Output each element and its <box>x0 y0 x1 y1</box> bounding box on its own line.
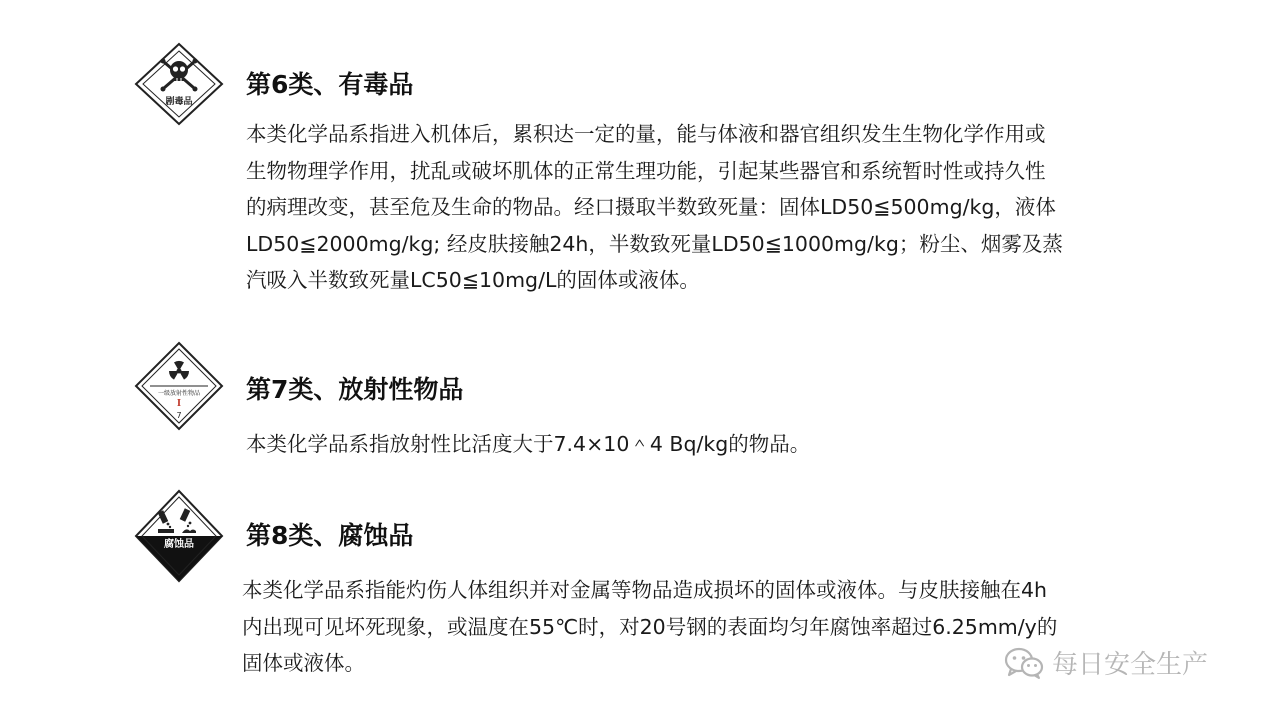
section-heading: 第7类、放射性物品 <box>246 375 464 404</box>
radioactive-hazard-sign <box>134 341 224 431</box>
sign-label: 腐蚀品 <box>164 539 194 550</box>
section-description <box>246 116 1063 299</box>
sign-roman-numeral: I <box>176 399 182 409</box>
description-line: 本类化学品系指进入机体后，累积达一定的量，能与体液和器官组织发生生物化学作用或 <box>246 122 1046 146</box>
section-description <box>246 426 810 463</box>
section-description <box>242 572 1057 682</box>
toxic-hazard-sign <box>134 42 224 126</box>
section-heading: 第8类、腐蚀品 <box>246 521 414 550</box>
description-line: 生物物理学作用，扰乱或破坏肌体的正常生理功能，引起某些器官和系统暂时性或持久性 <box>246 158 1046 183</box>
wechat-icon <box>1004 646 1044 680</box>
sign-label: 剧毒品 <box>165 97 193 107</box>
description-line: 汽吸入半数致死量LC50≦10mg/L的固体或液体。 <box>246 268 700 292</box>
description-line: 内出现可见坏死现象，或温度在55℃时，对20号钢的表面均匀年腐蚀率超过6.25mm/y的 <box>242 614 1058 639</box>
section-heading: 第6类、有毒品 <box>246 70 414 99</box>
sign-label: 一级放射性物品 <box>157 390 201 397</box>
watermark <box>1004 644 1208 681</box>
watermark-text: 每日安全生产 <box>1052 650 1209 680</box>
description-line: 本类化学品系指放射性比活度大于7.4×10＾4 Bq/kg的物品。 <box>246 432 811 456</box>
sign-class-number: 7 <box>176 411 182 420</box>
description-line: 的病理改变，甚至危及生命的物品。经口摄取半数致死量：固体LD50≦500mg/kg，液体 <box>246 195 1056 219</box>
corrosive-hazard-sign <box>134 489 224 583</box>
description-line: LD50≦2000mg/kg; 经皮肤接触24h，半数致死量LD50≦1000mg/kg；粉尘、烟雾及蒸 <box>246 231 1063 256</box>
description-line: 固体或液体。 <box>242 651 365 675</box>
description-line: 本类化学品系指能灼伤人体组织并对金属等物品造成损坏的固体或液体。与皮肤接触在4h <box>242 578 1048 602</box>
